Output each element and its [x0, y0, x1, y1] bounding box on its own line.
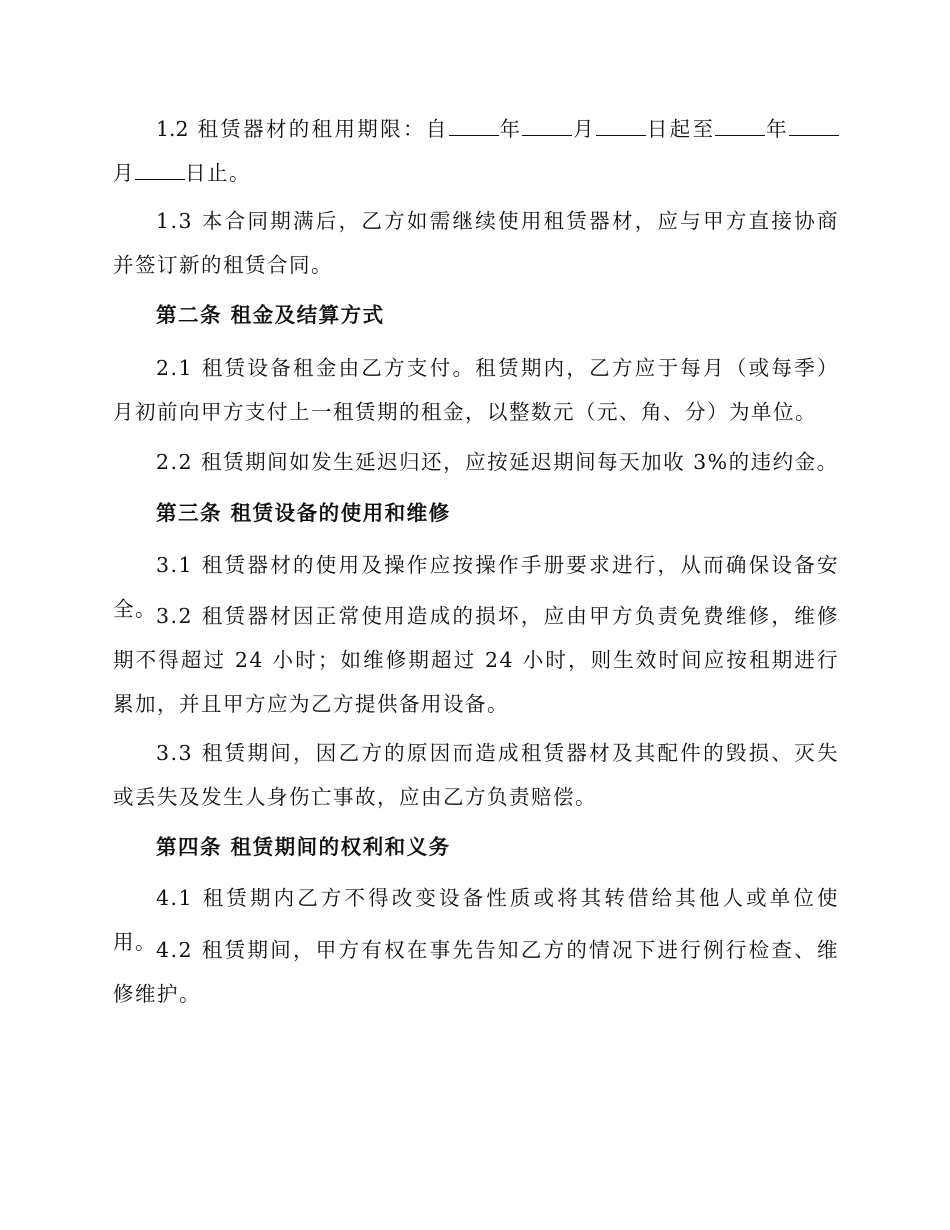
label-year-1: 年 — [498, 117, 523, 141]
blank-start-month[interactable] — [522, 117, 572, 136]
clause-3-2: 3.2 租赁器材因正常使用造成的损坏，应由甲方负责免费维修，维修期不得超过 24 小时；如维修期超过 24 小时，则生效时间应按租期进行累加，并且甲方应为乙方提供备用设备。 — [113, 604, 839, 716]
blank-end-month[interactable] — [789, 117, 839, 136]
clause-1-2-text: 租赁器材的租用期限：自 — [188, 117, 449, 141]
clause-2-2: 2.2 租赁期间如发生延迟归还，应按延迟期间每天加收 3%的违约金。 — [156, 450, 839, 474]
clause-4-1: 4.1 租赁期内乙方不得改变设备性质或将其转借给其他人或单位使用。 — [113, 886, 839, 954]
clause-1-3: 1.3 本合同期满后，乙方如需继续使用租赁器材，应与甲方直接协商并签订新的租赁合同。 — [113, 209, 839, 277]
label-day-1: 日起至 — [645, 117, 716, 141]
heading-article-2: 第二条 租金及结算方式 — [156, 303, 385, 327]
label-day-2: 日止。 — [185, 161, 251, 185]
blank-end-year[interactable] — [715, 117, 765, 136]
label-month-1: 月 — [572, 117, 596, 141]
blank-start-year[interactable] — [449, 117, 499, 136]
blank-start-day[interactable] — [596, 117, 646, 136]
clause-3-1: 3.1 租赁器材的使用及操作应按操作手册要求进行，从而确保设备安全。 — [113, 553, 839, 621]
blank-end-day[interactable] — [135, 161, 185, 180]
clause-2-1: 2.1 租赁设备租金由乙方支付。租赁期内，乙方应于每月（或每季）月初前向甲方支付上一租赁期的租金，以整数元（元、角、分）为单位。 — [113, 356, 839, 424]
clause-3-3: 3.3 租赁期间，因乙方的原因而造成租赁器材及其配件的毁损、灭失或丢失及发生人身伤亡事故，应由乙方负责赔偿。 — [113, 741, 839, 809]
clause-1-2 — [113, 107, 839, 195]
label-year-2: 年 — [765, 117, 789, 141]
clause-1-2-number: 1.2 — [156, 117, 189, 141]
heading-article-4: 第四条 租赁期间的权利和义务 — [156, 835, 451, 859]
heading-article-3: 第三条 租赁设备的使用和维修 — [156, 501, 451, 525]
clause-4-2: 4.2 租赁期间，甲方有权在事先告知乙方的情况下进行例行检查、维修维护。 — [113, 938, 839, 1006]
label-month-2: 月 — [113, 161, 135, 185]
